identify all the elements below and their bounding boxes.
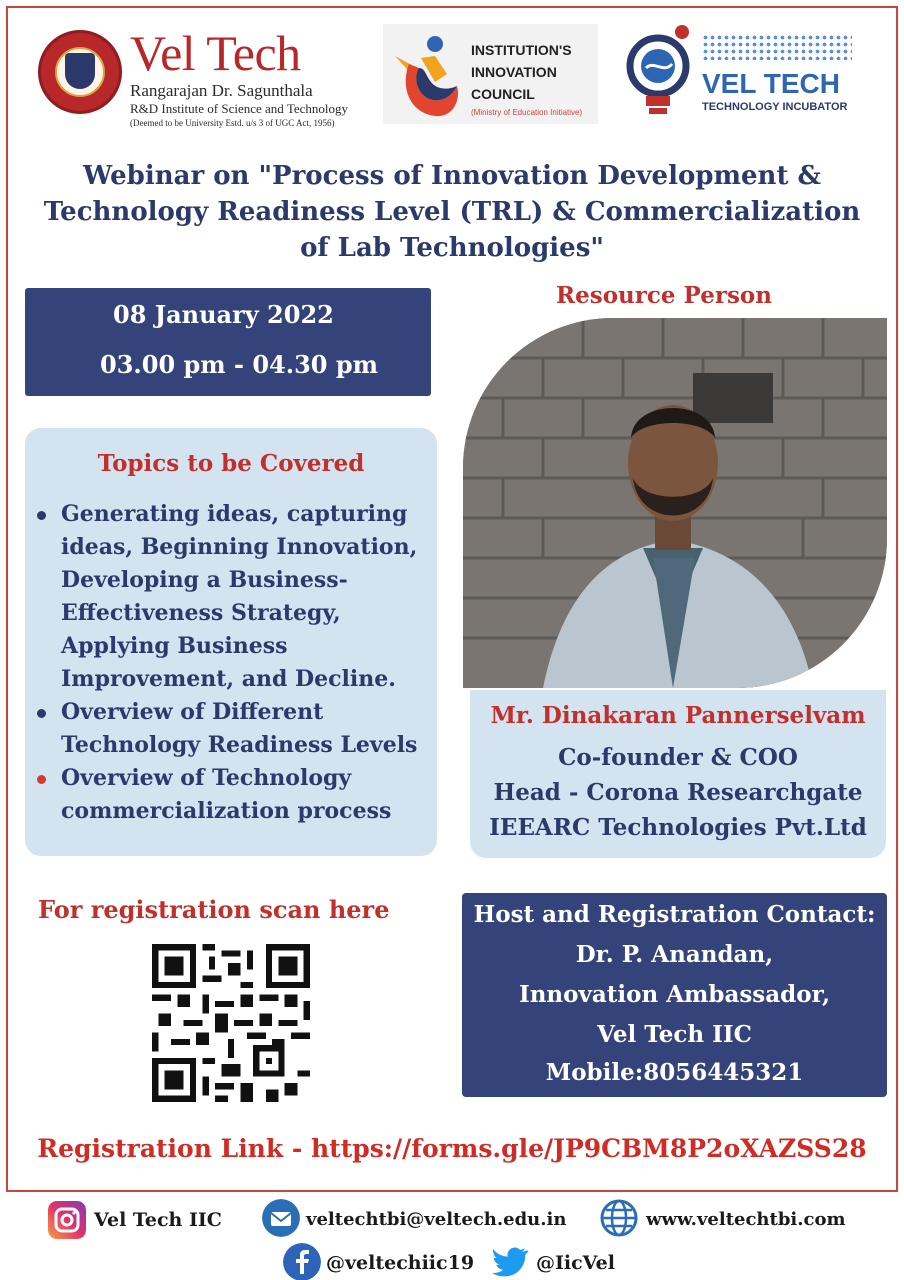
registration-link[interactable]: Registration Link - https://forms.gle/JP9CBM8P2oXAZSS28 xyxy=(37,1134,867,1163)
topic-item: Overview of Different Technology Readiness Levels xyxy=(37,696,433,762)
speaker-role-3: IEEARC Technologies Pvt.Ltd xyxy=(489,814,867,841)
tbi-dot-pattern xyxy=(702,34,852,60)
iic-logo-line2: INNOVATION xyxy=(471,64,557,80)
website-url[interactable]: www.veltechtbi.com xyxy=(646,1209,846,1230)
host-heading: Host and Registration Contact: xyxy=(473,901,876,928)
host-mobile: Mobile:8056445321 xyxy=(545,1059,804,1086)
veltech-logo xyxy=(38,24,358,129)
email-icon[interactable] xyxy=(262,1199,300,1237)
iic-logo-line4: (Ministry of Education Initiative) xyxy=(471,108,583,117)
title-line-2: Technology Readiness Level (TRL) & Commercialization xyxy=(43,197,861,227)
lightbulb-icon xyxy=(622,22,698,122)
iic-mark-icon xyxy=(391,34,463,120)
topic-item: Generating ideas, capturing ideas, Beginning Innovation, Developing a Business-Effectiveness Strategy, Applying Business Improvement, and Decline. xyxy=(37,498,433,696)
host-org: Vel Tech IIC xyxy=(597,1021,752,1048)
bullet-icon xyxy=(37,511,46,520)
facebook-handle[interactable]: @veltechiic19 xyxy=(326,1252,475,1274)
veltech-logo-line1: Rangarajan Dr. Sagunthala xyxy=(130,81,313,100)
topics-list xyxy=(37,498,433,828)
title-line-3: of Lab Technologies" xyxy=(300,233,604,263)
iic-logo-line3: COUNCIL xyxy=(471,86,535,102)
iic-logo-line1: INSTITUTION'S xyxy=(471,42,572,58)
globe-icon[interactable] xyxy=(600,1199,638,1237)
topics-panel xyxy=(25,428,437,856)
veltech-logo-line2: R&D Institute of Science and Technology xyxy=(130,101,348,116)
resource-person-heading: Resource Person xyxy=(556,282,772,309)
topic-item: Overview of Technology commercialization process xyxy=(37,762,433,828)
bullet-icon xyxy=(37,775,46,784)
host-name: Dr. P. Anandan, xyxy=(575,941,774,968)
qr-code-icon[interactable] xyxy=(152,944,310,1102)
topics-heading: Topics to be Covered xyxy=(97,450,365,477)
tbi-logo-name: VEL TECH xyxy=(702,68,840,99)
twitter-handle[interactable]: @IicVel xyxy=(536,1252,615,1274)
university-seal-icon xyxy=(38,30,122,114)
speaker-photo xyxy=(463,318,887,688)
email-address[interactable]: veltechtbi@veltech.edu.in xyxy=(306,1209,567,1230)
iic-logo xyxy=(383,24,598,124)
speaker-role-1: Co-founder & COO xyxy=(558,744,798,771)
resource-person-card xyxy=(470,690,886,858)
veltech-logo-line3: (Deemed to be University Estd. u/s 3 of UGC Act, 1956) xyxy=(130,118,335,128)
webinar-title xyxy=(20,158,884,266)
event-time: 03.00 pm - 04.30 pm xyxy=(100,350,379,379)
facebook-icon[interactable] xyxy=(283,1243,321,1280)
title-line-1: Webinar on "Process of Innovation Development & xyxy=(83,161,821,191)
event-date: 08 January 2022 xyxy=(113,300,334,329)
tbi-logo-sub: TECHNOLOGY INCUBATOR xyxy=(702,101,848,113)
date-time-box xyxy=(25,288,431,396)
host-title: Innovation Ambassador, xyxy=(518,981,831,1008)
instagram-handle[interactable]: Vel Tech IIC xyxy=(94,1209,222,1231)
host-contact-box xyxy=(462,893,887,1097)
twitter-icon[interactable] xyxy=(492,1243,530,1280)
tbi-logo xyxy=(622,22,862,127)
speaker-photo-illustration xyxy=(463,318,887,688)
instagram-icon[interactable] xyxy=(48,1201,86,1239)
veltech-logo-name: Vel Tech xyxy=(130,25,301,81)
registration-heading: For registration scan here xyxy=(38,895,390,924)
bullet-icon xyxy=(37,709,46,718)
speaker-name: Mr. Dinakaran Pannerselvam xyxy=(490,702,866,729)
speaker-role-2: Head - Corona Researchgate xyxy=(493,779,863,806)
